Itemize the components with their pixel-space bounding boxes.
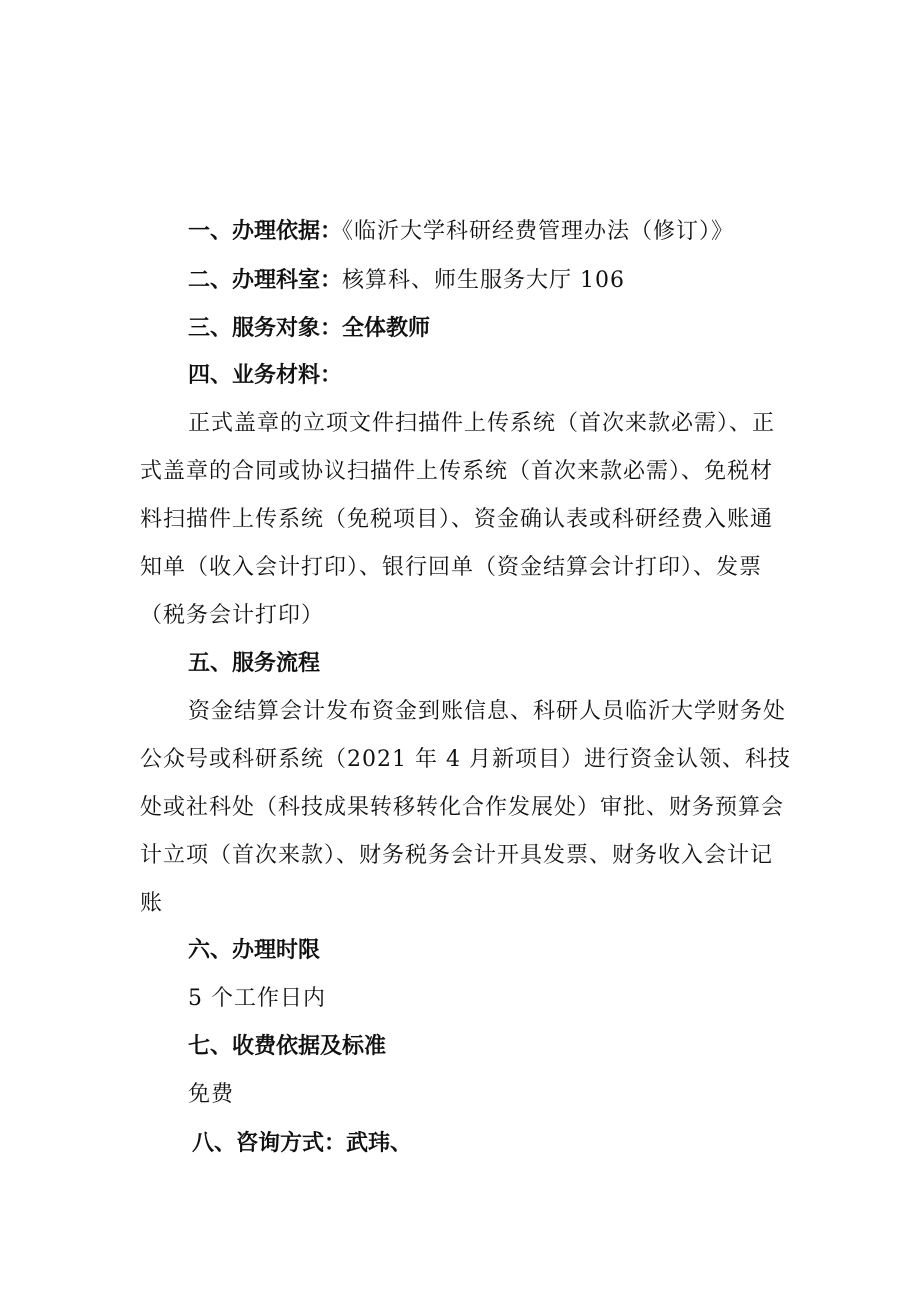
- process-line: 账: [140, 891, 164, 916]
- section-office-label: 二、办理科室：: [188, 268, 343, 293]
- section-fee-heading: 七、收费依据及标准: [188, 1034, 387, 1059]
- materials-line: 正式盖章的立项文件扫描件上传系统（首次来款必需）、正: [188, 411, 776, 436]
- section-fee-value: 免费: [188, 1082, 235, 1107]
- process-line: 处或社科处（科技成果转移转化合作发展处）审批、财务预算会: [140, 795, 785, 820]
- section-process-heading: 五、服务流程: [188, 651, 321, 676]
- section-audience-value: 全体教师: [342, 316, 431, 341]
- section-audience: [188, 311, 838, 345]
- materials-line: 知单（收入会计打印）、银行回单（资金结算会计打印）、发票: [140, 555, 763, 580]
- section-audience-label: 三、服务对象：: [188, 316, 343, 341]
- section-contact-label: 八、咨询方式：: [192, 1131, 347, 1156]
- process-line: 公众号或科研系统（2021 年 4 月新项目）进行资金认领、科技: [140, 747, 791, 772]
- section-timelimit-value: 5 个工作日内: [188, 986, 326, 1011]
- materials-line: 料扫描件上传系统（免税项目）、资金确认表或科研经费入账通: [140, 507, 774, 532]
- materials-line: 式盖章的合同或协议扫描件上传系统（首次来款必需）、免税材: [140, 459, 774, 484]
- section-basis-value: 《临沂大学科研经费管理办法（修订）》: [342, 219, 735, 244]
- section-office: [188, 263, 838, 297]
- section-basis: [188, 214, 838, 248]
- section-basis-label: 一、办理依据：: [188, 219, 343, 244]
- section-materials-heading: 四、业务材料：: [188, 363, 343, 388]
- section-timelimit-heading: 六、办理时限: [188, 938, 321, 963]
- process-line: 计立项（首次来款）、财务税务会计开具发票、财务收入会计记: [140, 843, 774, 868]
- process-line: 资金结算会计发布资金到账信息、科研人员临沂大学财务处: [188, 699, 787, 724]
- section-contact: [192, 1126, 842, 1160]
- section-contact-value: 武玮、: [346, 1131, 413, 1156]
- section-office-value: 核算科、师生服务大厅 106: [342, 268, 626, 293]
- materials-line: （税务会计打印）: [140, 603, 325, 628]
